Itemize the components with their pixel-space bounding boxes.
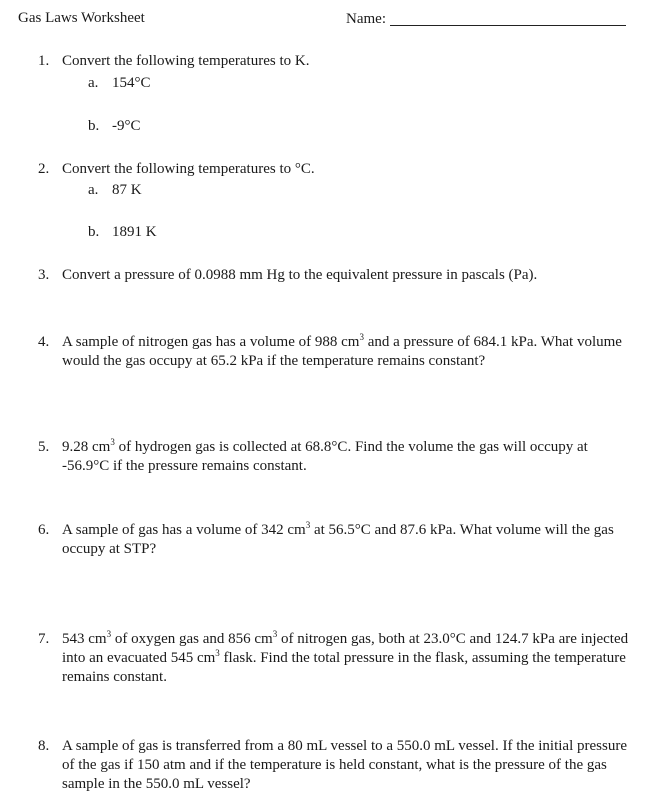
part-value: 87 K <box>112 182 142 198</box>
name-underline[interactable] <box>390 24 626 26</box>
question-text: Convert a pressure of 0.0988 mm Hg to the equivalent pressure in pascals (Pa). <box>62 267 538 283</box>
question-text: 543 $cm^3$ of oxygen gas and 856 $cm^3$ of nitrogen gas, both at 23.0°C and 124.7 kPa are injected into an evacuated 545 $cm^3$ flask. Find the total pressure in the flask, assuming the temperature remains constant. <box>62 629 629 685</box>
question-3 <box>38 266 638 285</box>
question-4 <box>38 333 638 371</box>
part-value: 1891 K <box>112 224 157 240</box>
question-number: 1. <box>38 53 50 69</box>
name-label: Name: <box>346 11 386 27</box>
question-text: 9.28 $cm^3$ of hydrogen gas is collected at 68.8°C. Find the volume the gas will occupy at -56.9°C if the pressure remains constant. <box>62 437 588 474</box>
question-1-part-b <box>88 117 141 136</box>
question-8 <box>38 737 638 793</box>
name-field[interactable] <box>346 10 626 29</box>
question-text: Convert the following temperatures to K. <box>62 53 310 69</box>
part-value: -9°C <box>112 118 141 134</box>
question-number: 4. <box>38 334 50 350</box>
part-value: 154°C <box>112 75 151 91</box>
part-letter: b. <box>88 224 100 240</box>
question-number: 6. <box>38 522 50 538</box>
part-letter: a. <box>88 75 99 91</box>
question-number: 3. <box>38 267 50 283</box>
part-letter: a. <box>88 182 99 198</box>
question-2-part-a <box>88 181 142 200</box>
question-number: 5. <box>38 439 50 455</box>
question-text: A sample of nitrogen gas has a volume of 988 $cm^3$ and a pressure of 684.1 kPa. What volume would the gas occupy at 65.2 kPa if the temperature remains constant? <box>62 332 622 369</box>
question-7 <box>38 630 638 686</box>
question-5 <box>38 438 638 476</box>
question-number: 8. <box>38 738 50 754</box>
question-number: 2. <box>38 161 50 177</box>
question-1-part-a <box>88 74 151 93</box>
part-letter: b. <box>88 118 100 134</box>
question-text: Convert the following temperatures to °C. <box>62 161 315 177</box>
question-text: A sample of gas is transferred from a 80 mL vessel to a 550.0 mL vessel. If the initial pressure of the gas if 150 atm and if the temperature is held constant, what is the pressure of the gas sample in the 550.0 mL vessel? <box>62 738 627 792</box>
question-2 <box>38 160 638 179</box>
question-1 <box>38 52 638 71</box>
question-2-part-b <box>88 223 157 242</box>
question-text: A sample of gas has a volume of 342 $cm^3$ at 56.5°C and 87.6 kPa. What volume will the gas occupy at STP? <box>62 520 614 557</box>
question-number: 7. <box>38 631 50 647</box>
worksheet-title: Gas Laws Worksheet <box>18 10 145 26</box>
question-6 <box>38 521 638 559</box>
